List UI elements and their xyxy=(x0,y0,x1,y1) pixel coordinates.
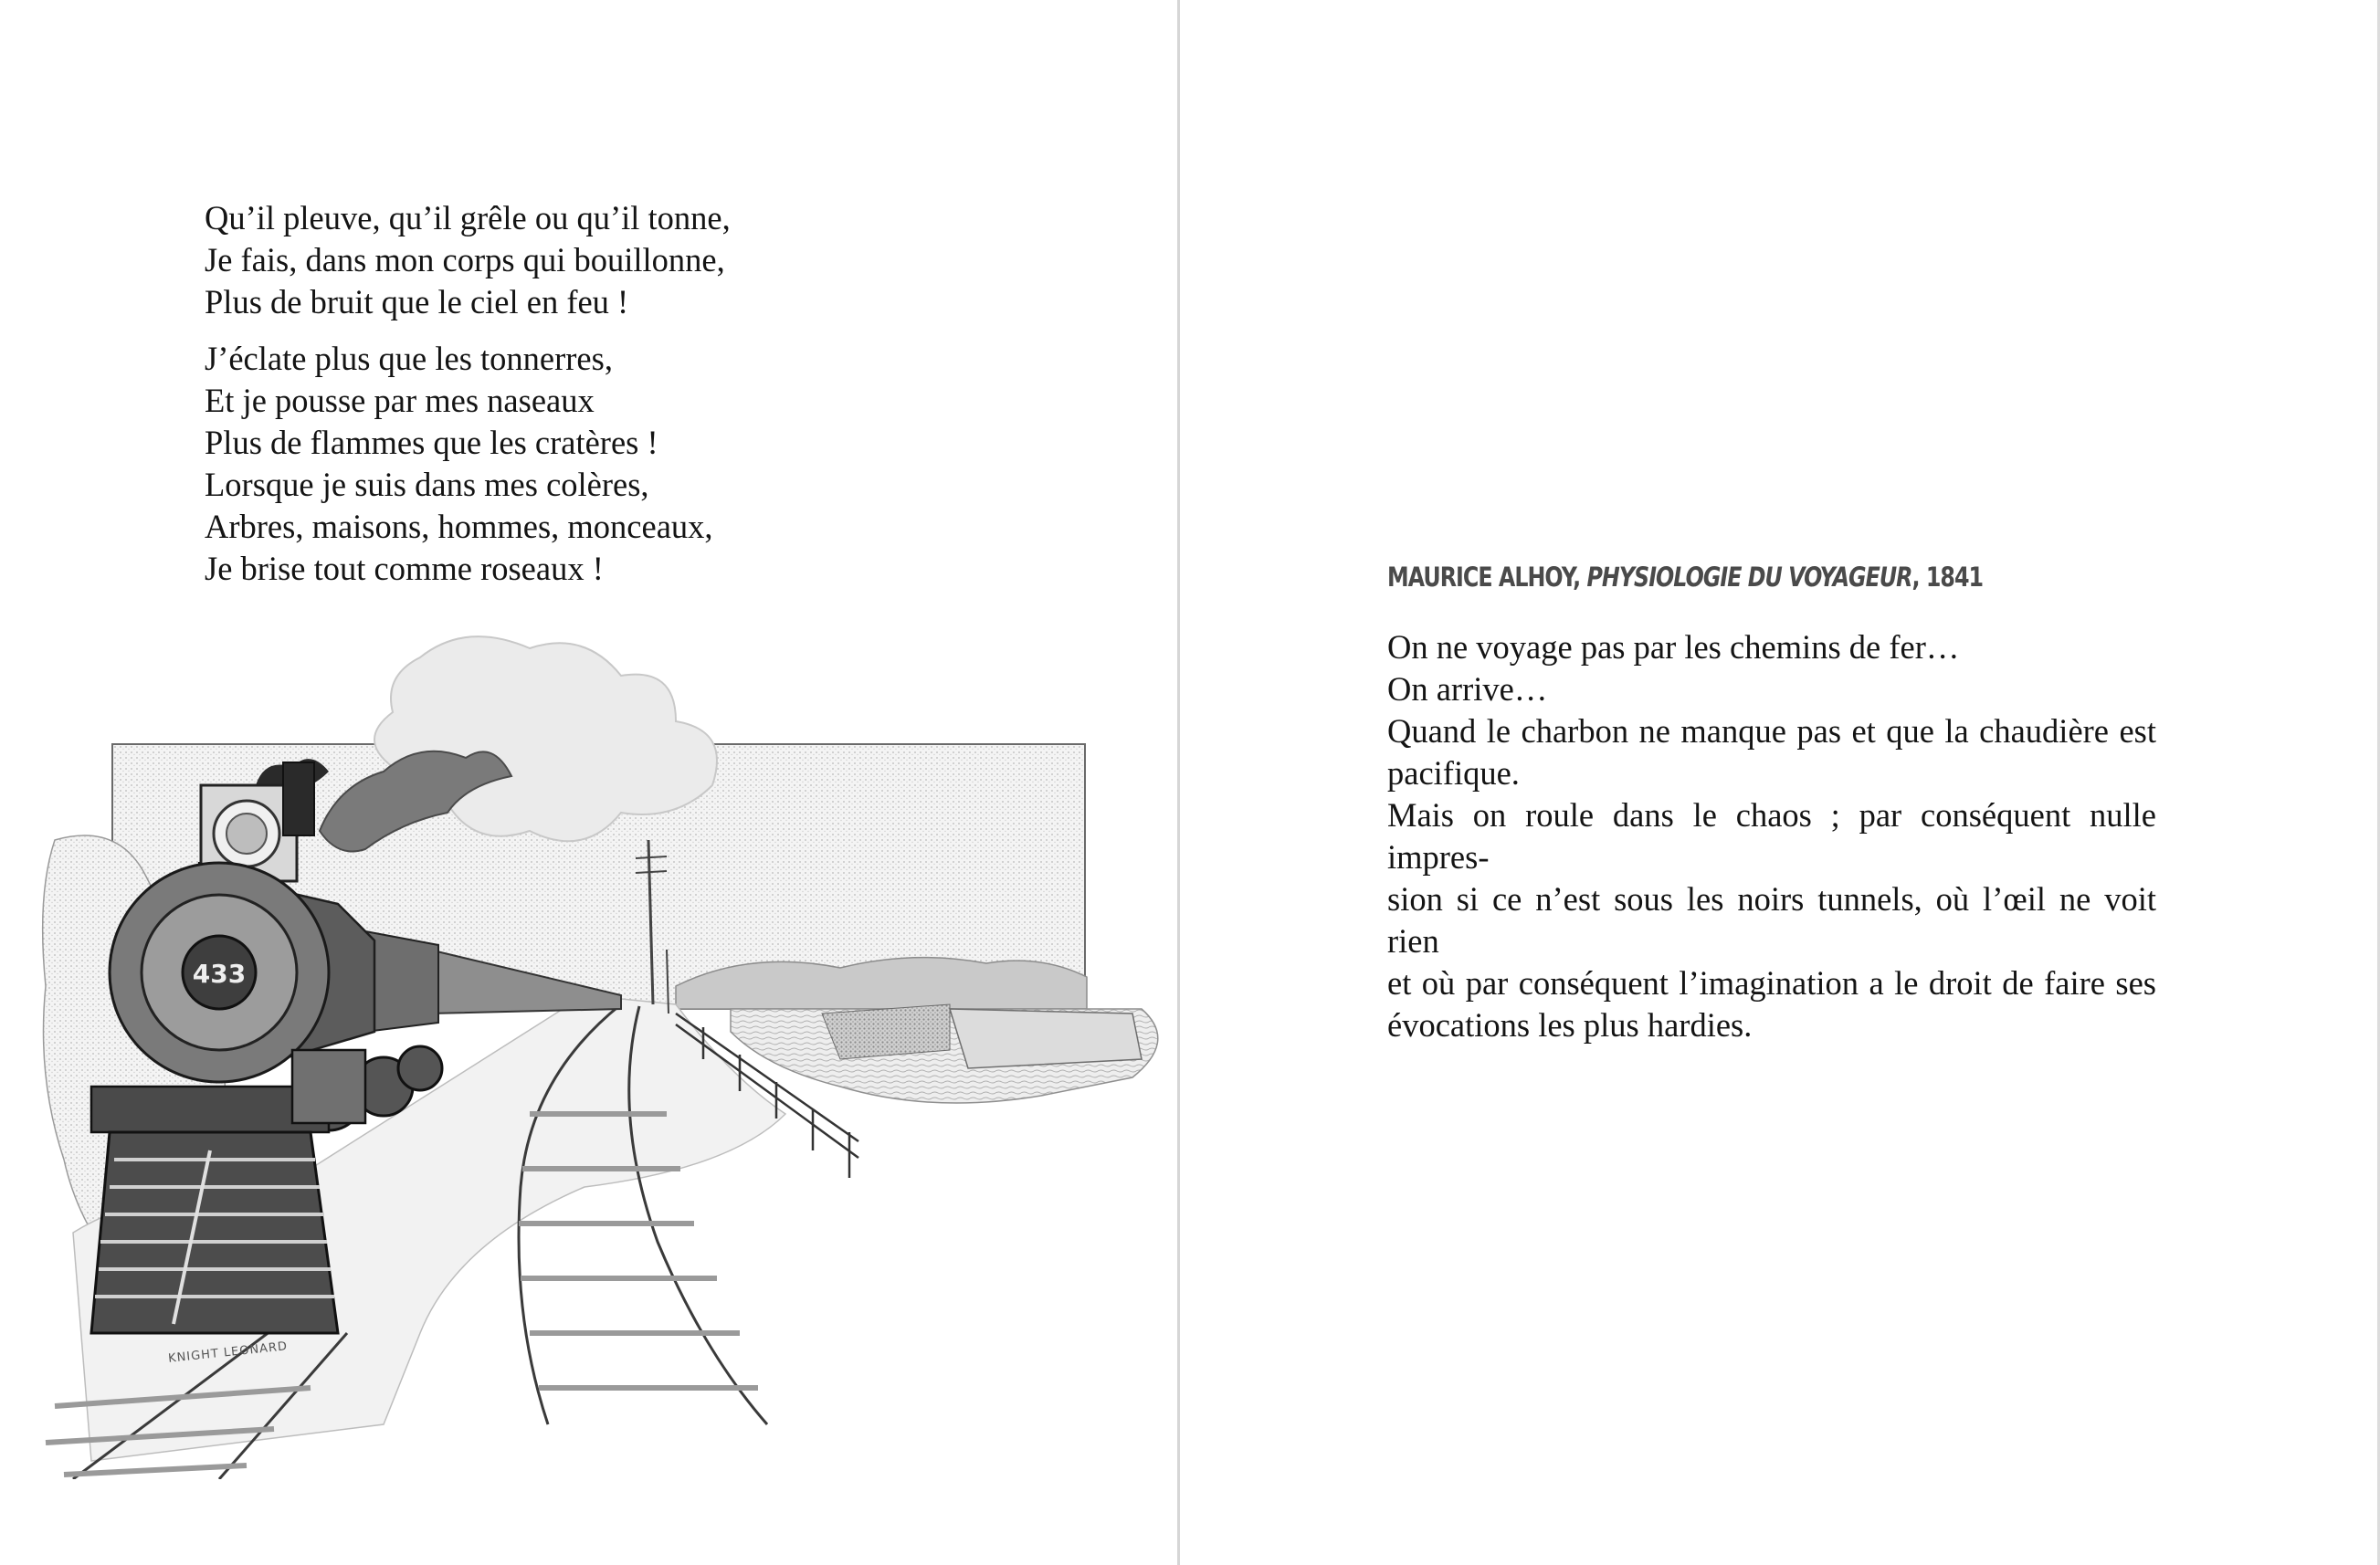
poem xyxy=(205,197,1027,604)
poem-line: Plus de flammes que les cratères ! xyxy=(205,424,658,461)
poem-stanza-2 xyxy=(205,338,1027,590)
cliffs xyxy=(822,1004,950,1059)
locomotive-number: 433 xyxy=(192,959,247,989)
attribution-heading xyxy=(1387,562,1983,593)
prose-line: et où par conséquent l’imagination a le droit de faire ses xyxy=(1387,964,2156,1002)
poem-line: Qu’il pleuve, qu’il grêle ou qu’il tonne, xyxy=(205,199,731,236)
poem-line: Je brise tout comme roseaux ! xyxy=(205,550,604,587)
prose-line: Mais on roule dans le chaos ; par conséquent nulle impres- xyxy=(1387,796,2156,876)
poem-line: Plus de bruit que le ciel en feu ! xyxy=(205,283,629,320)
prose-line: sion si ce n’est sous les noirs tunnels, où l’œil ne voit rien xyxy=(1387,880,2156,960)
cowcatcher xyxy=(91,1132,338,1333)
prose-line: Quand le charbon ne manque pas et que la chaudière est xyxy=(1387,712,2156,750)
attribution-year: , 1841 xyxy=(1911,562,1984,593)
prose-line: On arrive… xyxy=(1387,670,1548,708)
poem-line: Lorsque je suis dans mes colères, xyxy=(205,466,649,503)
prose-quote xyxy=(1387,626,2156,1046)
poem-stanza-1 xyxy=(205,197,1027,323)
locomotive-illustration xyxy=(37,603,1169,1479)
attribution-work-title: PHYSIOLOGIE DU VOYAGEUR xyxy=(1586,562,1912,593)
prose-line: On ne voyage pas par les chemins de fer… xyxy=(1387,628,1960,666)
poem-line: Et je pousse par mes naseaux xyxy=(205,382,595,419)
poem-line: Je fais, dans mon corps qui bouillonne, xyxy=(205,241,725,278)
smokestack xyxy=(283,762,314,835)
hills xyxy=(676,958,1087,1009)
poem-line: J’éclate plus que les tonnerres, xyxy=(205,340,613,377)
prose-line: pacifique. xyxy=(1387,754,1520,792)
headlamp-lens xyxy=(226,814,267,854)
left-page xyxy=(0,0,1177,1565)
artist-signature: KNIGHT LEONARD xyxy=(167,1339,289,1366)
falls xyxy=(950,1009,1142,1068)
poem-line: Arbres, maisons, hommes, monceaux, xyxy=(205,508,713,545)
tender xyxy=(365,931,438,1032)
prose-line: évocations les plus hardies. xyxy=(1387,1006,1753,1044)
cylinder xyxy=(292,1050,365,1123)
attribution-author: MAURICE ALHOY, xyxy=(1387,562,1587,593)
